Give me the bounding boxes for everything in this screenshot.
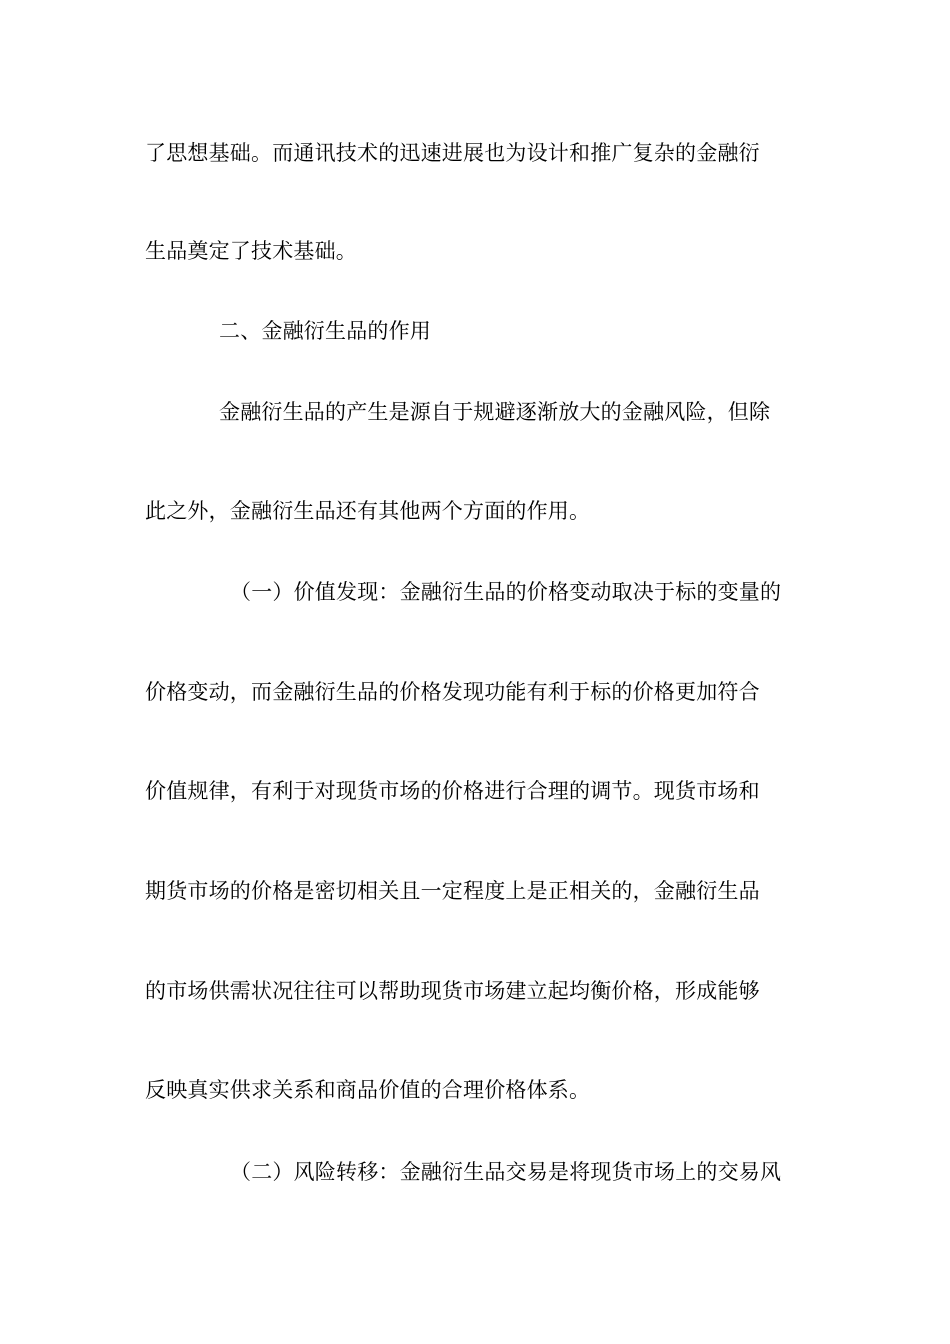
text-line-5: 此之外，金融衍生品还有其他两个方面的作用。 bbox=[145, 499, 591, 523]
subsection-2-line: （二）风险转移：金融衍生品交易是将现货市场上的交易风 bbox=[230, 1160, 782, 1184]
text-line-11: 反映真实供求关系和商品价值的合理价格体系。 bbox=[145, 1078, 591, 1102]
text-line-1: 了思想基础。而通讯技术的迅速进展也为设计和推广复杂的金融衍 bbox=[145, 141, 760, 165]
text-line-9: 期货市场的价格是密切相关且一定程度上是正相关的，金融衍生品 bbox=[145, 879, 760, 903]
text-line-4: 金融衍生品的产生是源自于规避逐渐放大的金融风险，但除 bbox=[219, 400, 771, 424]
subsection-1-line: （一）价值发现：金融衍生品的价格变动取决于标的变量的 bbox=[230, 580, 782, 604]
text-line-2: 生品奠定了技术基础。 bbox=[145, 239, 357, 263]
text-line-8: 价值规律，有利于对现货市场的价格进行合理的调节。现货市场和 bbox=[145, 779, 760, 803]
text-line-10: 的市场供需状况往往可以帮助现货市场建立起均衡价格，形成能够 bbox=[145, 979, 760, 1003]
section-heading: 二、金融衍生品的作用 bbox=[219, 319, 431, 343]
text-line-7: 价格变动，而金融衍生品的价格发现功能有利于标的价格更加符合 bbox=[145, 680, 760, 704]
